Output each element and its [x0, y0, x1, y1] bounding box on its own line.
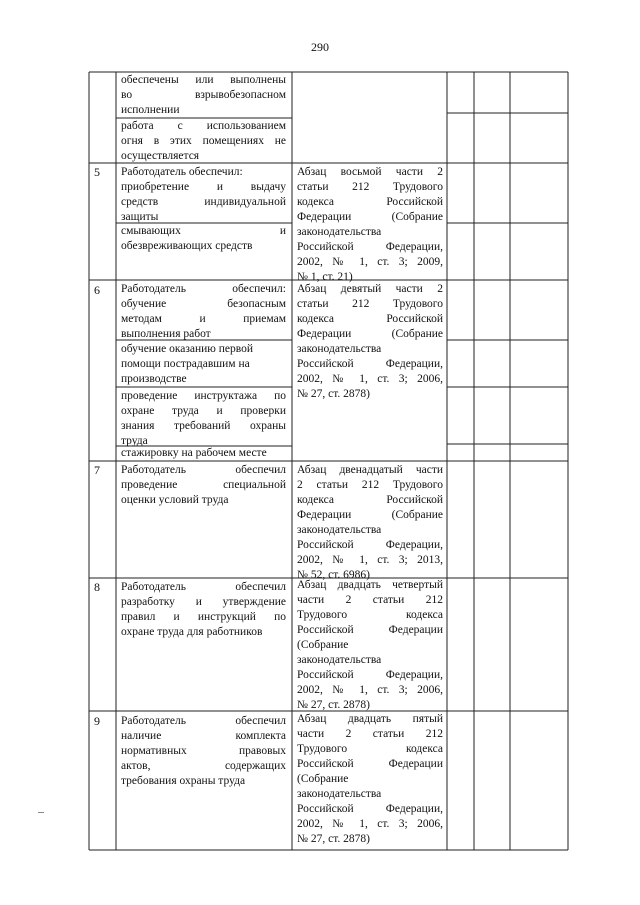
requirement-line: проведение инструктажа по [121, 390, 286, 402]
reference-line: Трудового кодекса [297, 743, 443, 755]
reference-line: № 27, ст. 2878) [297, 388, 370, 400]
reference-line: законодательства [297, 654, 382, 666]
row-number: 6 [94, 283, 100, 297]
requirement-cell [121, 580, 286, 640]
reference-line: 2002, № 1, ст. 3; 2009, [297, 256, 443, 268]
reference-line: Федерации (Собрание [297, 509, 443, 521]
reference-line: Абзац двадцать пятый [297, 713, 443, 725]
reference-line: Российской Федерации, [297, 669, 443, 681]
requirement-line: обеспечены или выполнены [121, 74, 286, 86]
requirement-line: во взрывобезопасном [121, 89, 286, 101]
reference-line: Российской Федерации, [297, 803, 443, 815]
legal-reference-cell [297, 712, 443, 847]
reference-line: Абзац двенадцатый части [297, 464, 443, 476]
reference-line: Российской Федерации [297, 758, 443, 770]
reference-line: статьи 212 Трудового [297, 181, 443, 193]
requirement-line: осуществляется [121, 150, 200, 162]
requirement-line: исполнении [121, 104, 180, 116]
reference-line: Российской Федерации, [297, 241, 443, 253]
row-number: 8 [94, 580, 100, 594]
reference-line: 2 статьи 212 Трудового [297, 479, 443, 491]
legal-reference-cell [297, 282, 443, 402]
requirement-line: наличие комплекта [121, 730, 286, 742]
legal-reference-cell [297, 165, 443, 285]
reference-line: части 2 статьи 212 [297, 594, 443, 606]
reference-line: Трудового кодекса [297, 609, 443, 621]
requirement-line: разработку и утверждение [121, 596, 286, 608]
requirement-line: обучение безопасным [121, 298, 286, 310]
requirement-line: труда [121, 435, 148, 447]
requirement-cell [121, 165, 286, 225]
requirement-line: охране труда и проверки [121, 405, 286, 417]
requirement-line: обезвреживающих средств [121, 240, 253, 252]
reference-line: законодательства [297, 524, 382, 536]
requirement-cell [121, 446, 291, 461]
requirement-cell [121, 282, 286, 342]
reference-line: 2002, № 1, ст. 3; 2006, [297, 684, 443, 696]
reference-line: Федерации (Собрание [297, 328, 443, 340]
legal-reference-cell [297, 463, 443, 583]
reference-line: Абзац двадцать четвертый [297, 579, 443, 591]
reference-line: 2002, № 1, ст. 3; 2013, [297, 554, 443, 566]
requirement-line: помощи пострадавшим на [121, 358, 250, 370]
requirement-line: Работодатель обеспечил [121, 581, 286, 593]
reference-line: кодекса Российской [297, 313, 443, 325]
requirement-line: проведение специальной [121, 479, 286, 491]
requirement-line: актов, содержащих [121, 760, 286, 772]
requirement-line: работа с использованием [121, 120, 286, 132]
reference-line: Федерации (Собрание [297, 211, 443, 223]
reference-line: Российской Федерации, [297, 539, 443, 551]
requirement-line: Работодатель обеспечил: [121, 283, 286, 295]
requirement-line: производстве [121, 373, 187, 385]
reference-line: законодательства [297, 788, 382, 800]
requirement-line: методам и приемам [121, 313, 286, 325]
requirement-cell [121, 463, 286, 508]
requirement-cell [121, 73, 286, 118]
reference-line: № 52, ст. 6986) [297, 569, 370, 581]
reference-line: 2002, № 1, ст. 3; 2006, [297, 818, 443, 830]
reference-line: (Собрание [297, 639, 349, 651]
row-number: 9 [94, 714, 100, 728]
requirement-line: смывающих и [121, 225, 286, 237]
page-number: 290 [311, 40, 329, 54]
requirement-line: правил и инструкций по [121, 611, 286, 623]
requirement-line: стажировку на рабочем месте [121, 447, 267, 459]
reference-line: № 1, ст. 21) [297, 271, 353, 283]
requirement-line: Работодатель обеспечил: [121, 166, 243, 178]
requirement-line: выполнения работ [121, 328, 211, 340]
requirement-line: нормативных правовых [121, 745, 286, 757]
reference-line: законодательства [297, 226, 382, 238]
requirement-line: охране труда для работников [121, 626, 263, 638]
requirement-cell [121, 342, 286, 387]
requirement-line: огня в этих помещениях не [121, 135, 286, 147]
requirement-cell [121, 714, 286, 789]
reference-line: части 2 статьи 212 [297, 728, 443, 740]
requirement-cell [121, 224, 286, 254]
requirement-cell [121, 389, 286, 449]
requirement-line: Работодатель обеспечил [121, 715, 286, 727]
reference-line: (Собрание [297, 773, 349, 785]
row-number: 7 [94, 463, 100, 477]
requirement-line: знания требований охраны [121, 420, 286, 432]
requirement-line: оценки условий труда [121, 494, 229, 506]
reference-line: статьи 212 Трудового [297, 298, 443, 310]
requirement-line: обучение оказанию первой [121, 343, 254, 355]
reference-line: 2002, № 1, ст. 3; 2006, [297, 373, 443, 385]
legal-reference-cell [297, 578, 443, 713]
reference-line: Абзац девятый части 2 [297, 283, 443, 295]
reference-line: кодекса Российской [297, 196, 443, 208]
requirement-line: требования охраны труда [121, 775, 246, 787]
reference-line: законодательства [297, 343, 382, 355]
requirement-cell [121, 119, 286, 164]
reference-line: кодекса Российской [297, 494, 443, 506]
reference-line: Абзац восьмой части 2 [297, 166, 443, 178]
reference-line: Российской Федерации [297, 624, 443, 636]
reference-line: № 27, ст. 2878) [297, 699, 370, 711]
requirement-line: приобретение и выдачу [121, 181, 286, 193]
requirement-line: Работодатель обеспечил [121, 464, 286, 476]
scan-mark [38, 812, 44, 813]
row-number: 5 [94, 165, 100, 179]
requirement-line: средств индивидуальной [121, 196, 286, 208]
reference-line: Российской Федерации, [297, 358, 443, 370]
requirement-line: защиты [121, 211, 159, 223]
reference-line: № 27, ст. 2878) [297, 833, 370, 845]
